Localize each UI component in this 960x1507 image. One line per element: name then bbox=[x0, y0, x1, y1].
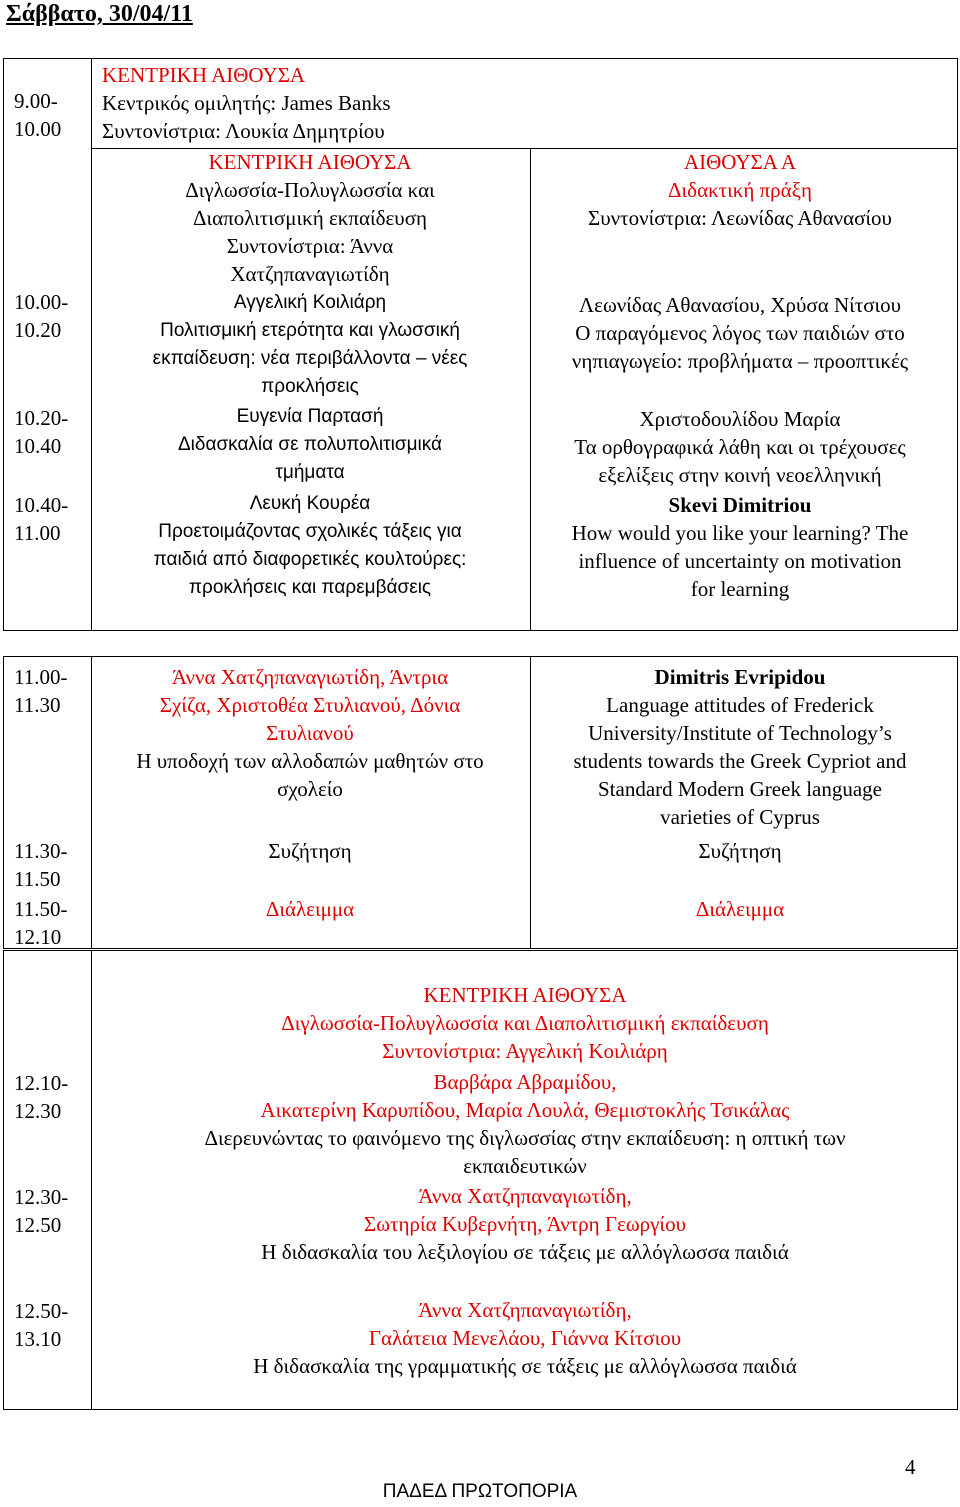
break-label: Διάλειμμα bbox=[695, 897, 785, 921]
talk-author: Χριστοδουλίδου Μαρία bbox=[639, 407, 841, 431]
room-name: ΚΕΝΤΡΙΚΗ ΑΙΘΟΥΣΑ bbox=[423, 983, 627, 1007]
session-theme: Διγλωσσία-Πολυγλωσσία και bbox=[185, 178, 435, 202]
talk-title: Πολιτισμική ετερότητα και γλωσσική bbox=[160, 320, 460, 341]
talk-title: Ο παραγόμενος λόγος των παιδιών στο bbox=[575, 321, 905, 345]
talk-author: Λεωνίδας Αθανασίου, Χρύσα Νίτσιου bbox=[578, 293, 902, 317]
talk-title: Προετοιμάζοντας σχολικές τάξεις για bbox=[158, 521, 462, 542]
talk-authors: Σχίζα, Χριστοθέα Στυλιανού, Δόνια bbox=[159, 693, 461, 717]
talk-title: προκλήσεις bbox=[261, 376, 359, 397]
talk-title: Η υποδοχή των αλλοδαπών μαθητών στο bbox=[136, 749, 484, 773]
talk-title: νηπιαγωγείο: προβλήματα – προοπτικές bbox=[571, 349, 909, 373]
session-chair: Συντονίστρια: Αγγελική Κοιλιάρη bbox=[382, 1039, 668, 1063]
schedule-table-morning bbox=[3, 58, 958, 631]
session-chair: Χατζηπαναγιωτίδη bbox=[230, 262, 390, 286]
talk-authors: Αικατερίνη Καρυπίδου, Μαρία Λουλά, Θεμιστοκλής Τσικάλας bbox=[260, 1098, 790, 1122]
break-label: Διάλειμμα bbox=[265, 897, 355, 921]
schedule-table-afternoon bbox=[3, 950, 958, 1410]
talk-title: for learning bbox=[690, 577, 790, 601]
talk-title: προκλήσεις και παρεμβάσεις bbox=[188, 577, 432, 598]
talk-title: Standard Modern Greek language bbox=[598, 777, 882, 801]
talk-authors: Άννα Χατζηπαναγιωτίδη, bbox=[418, 1298, 632, 1322]
talk-title: students towards the Greek Cypriot and bbox=[573, 749, 907, 773]
talk-authors: Γαλάτεια Μενελάου, Γιάννα Κίτσιου bbox=[368, 1326, 682, 1350]
schedule-table-midday bbox=[3, 656, 958, 949]
talk-authors: Βαρβάρα Αβραμίδου, bbox=[433, 1070, 617, 1094]
time-slot: 10.40- 11.00 bbox=[14, 493, 69, 545]
session-chair: Συντονίστρια: Λουκία Δημητρίου bbox=[102, 119, 385, 143]
talk-title: Διερευνώντας το φαινόμενο της διγλωσσίας στην εκπαίδευση: η οπτική των bbox=[204, 1126, 846, 1150]
talk-title: influence of uncertainty on motivation bbox=[578, 549, 902, 573]
time-slot: 11.00- 11.30 bbox=[14, 665, 68, 717]
talk-author: Skevi Dimitriou bbox=[668, 493, 812, 517]
talk-authors: Στυλιανού bbox=[266, 721, 354, 745]
talk-title: εκπαίδευση: νέα περιβάλλοντα – νέες bbox=[152, 348, 468, 369]
session-theme: Διγλωσσία-Πολυγλωσσία και Διαπολιτισμική εκπαίδευση bbox=[281, 1011, 769, 1035]
room-name: ΚΕΝΤΡΙΚΗ ΑΙΘΟΥΣΑ bbox=[208, 150, 412, 174]
room-name: ΑΙΘΟΥΣΑ Α bbox=[683, 150, 797, 174]
talk-authors: Άννα Χατζηπαναγιωτίδη, Άντρια bbox=[171, 665, 449, 689]
talk-authors: Σωτηρία Κυβερνήτη, Άντρη Γεωργίου bbox=[364, 1212, 686, 1236]
talk-title: Language attitudes of Frederick bbox=[606, 693, 874, 717]
time-slot: 9.00- 10.00 bbox=[14, 89, 62, 141]
page-title: Σάββατο, 30/04/11 bbox=[6, 1, 193, 27]
session-chair: Συντονίστρια: Άννα bbox=[226, 234, 394, 258]
time-slot: 10.00- 10.20 bbox=[14, 290, 69, 342]
room-name: ΚΕΝΤΡΙΚΗ ΑΙΘΟΥΣΑ bbox=[102, 63, 306, 87]
talk-title: σχολείο bbox=[277, 777, 343, 801]
talk-title: εκπαιδευτικών bbox=[463, 1154, 587, 1178]
footer-text: ΠΑΔΕΔ ΠΡΩΤΟΠΟΡΙΑ bbox=[382, 1481, 578, 1502]
talk-title: τμήματα bbox=[275, 462, 345, 483]
discussion-label: Συζήτηση bbox=[268, 839, 352, 863]
time-slot: 11.50- 12.10 bbox=[14, 897, 68, 949]
talk-title: παιδιά από διαφορετικές κουλτούρες: bbox=[153, 549, 467, 570]
talk-title: Η διδασκαλία της γραμματικής σε τάξεις με αλλόγλωσσα παιδιά bbox=[253, 1354, 797, 1378]
talk-title: varieties of Cyprus bbox=[660, 805, 820, 829]
discussion-label: Συζήτηση bbox=[698, 839, 782, 863]
session-theme: Διαπολιτισμική εκπαίδευση bbox=[192, 206, 428, 230]
time-slot: 12.30- 12.50 bbox=[14, 1185, 69, 1237]
session-theme: Διδακτική πράξη bbox=[668, 178, 812, 202]
talk-title: εξελίξεις στην κοινή νεοελληνική bbox=[598, 463, 882, 487]
talk-title: University/Institute of Technology’s bbox=[588, 721, 892, 745]
page-number: 4 bbox=[905, 1455, 916, 1479]
talk-title: How would you like your learning? The bbox=[571, 521, 909, 545]
talk-authors: Άννα Χατζηπαναγιωτίδη, bbox=[418, 1184, 632, 1208]
session-chair: Συντονίστρια: Λεωνίδας Αθανασίου bbox=[588, 206, 892, 230]
talk-author: Αγγελική Κοιλιάρη bbox=[233, 292, 387, 313]
talk-title: Η διδασκαλία του λεξιλογίου σε τάξεις με αλλόγλωσσα παιδιά bbox=[261, 1240, 789, 1264]
talk-author: Dimitris Evripidou bbox=[654, 665, 826, 689]
time-slot: 11.30- 11.50 bbox=[14, 839, 68, 891]
talk-title: Τα ορθογραφικά λάθη και οι τρέχουσες bbox=[574, 435, 906, 459]
keynote-speaker: Κεντρικός ομιλητής: James Banks bbox=[102, 91, 391, 115]
time-slot: 10.20- 10.40 bbox=[14, 406, 69, 458]
time-slot: 12.50- 13.10 bbox=[14, 1299, 69, 1351]
talk-title: Διδασκαλία σε πολυπολιτισμικά bbox=[177, 434, 443, 455]
time-slot: 12.10- 12.30 bbox=[14, 1071, 69, 1123]
talk-author: Λευκή Κουρέα bbox=[249, 493, 371, 514]
talk-author: Ευγενία Παρτασή bbox=[236, 406, 384, 427]
